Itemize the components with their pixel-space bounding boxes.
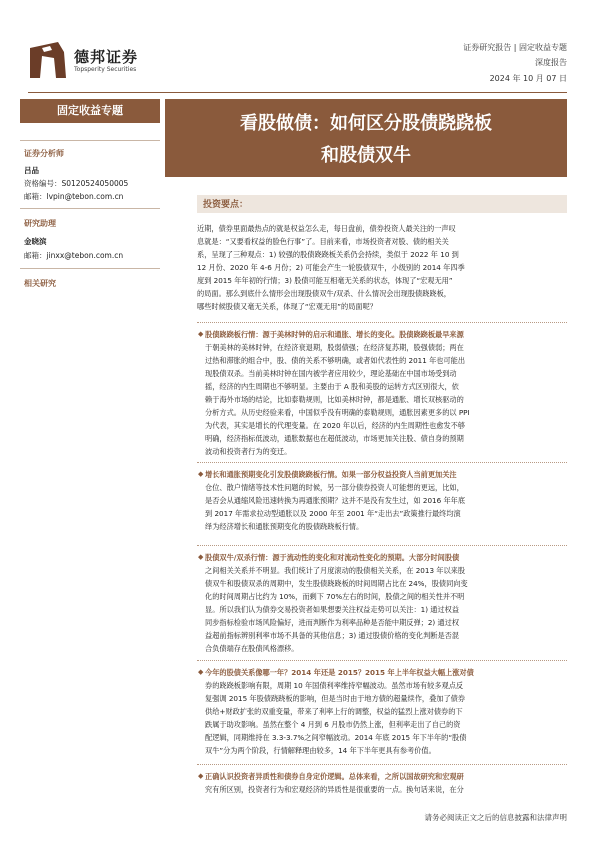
- sidebar-divider: [20, 140, 160, 141]
- dbong-logo-icon: [28, 40, 68, 80]
- text-line: 赖于海外市场的结论，比如泰勒规则，比如美林时钟，都是通胀、增长双核驱动的: [205, 395, 464, 404]
- text-line: 到 2017 年需求拉动型通胀以及 2000 年至 2001 年“走出去”政策推行最终均演: [205, 509, 461, 518]
- analyst-name: 吕品: [24, 166, 39, 175]
- report-subtype: 深度报告: [535, 58, 567, 67]
- report-type: 证券研究报告 | 固定收益专题: [463, 43, 567, 52]
- brand-english: Topsperity Securities: [74, 66, 137, 73]
- text-line: 过热和滞胀的组合中，股、债的关系不够明确，或者如代表性的 2011 年也可能出: [205, 356, 466, 365]
- text-line: 益超前指标辨别利率市场不具备的其他信息；3) 通过股债价格的变化判断是否混: [205, 631, 460, 640]
- paragraph-seesaw: [205, 328, 567, 458]
- bullet-icon: ◆: [198, 470, 204, 478]
- text-line: 之间相关关系并不明显。我们统计了月度滚动的股债相关关系，在 2013 年以来股: [205, 566, 466, 575]
- sidebar-divider: [20, 268, 160, 269]
- text-line: 显。所以我们认为债券交易投资者如果想要关注权益走势可以关注：1) 通过权益: [205, 605, 460, 614]
- text-line: 双牛”分为两个阶段，行情解释理由较多，14 年下半年更具有参考价值。: [205, 746, 436, 755]
- text-line: 复强调 2015 年股债跷跷板的影响，但是当时由于地方债的超量续作，叠加了债券: [205, 694, 466, 703]
- section-divider: [197, 322, 567, 323]
- section-divider: [197, 764, 567, 765]
- text-line: 股债跷跷板行情：源于美林时钟的启示和通胀、增长的变化。股债跷跷板最早来源: [205, 330, 464, 339]
- text-line: 系，呈现了三种观点：1) 较强的股债跷跷板关系仍会持续，类似于 2022 年 10 到: [197, 250, 459, 259]
- paragraph-growth-inflation: [205, 468, 567, 533]
- text-line: 配逻辑，同期维持在 3.3-3.7%之间窄幅波动。2014 年底 2015 年下半年的“股债: [205, 733, 467, 742]
- researcher-name: 金晓滨: [24, 237, 47, 246]
- text-line: 增长和通胀预期变化引发股债跷跷板行情。如果一部分权益投资人当前更加关注: [205, 470, 457, 479]
- text-line: 现股债双杀。当前美林时钟在国内被学者应用较少，理论基础在中国市场受到动: [205, 369, 457, 378]
- text-line: 供给+财政扩张的双重变量，带来了利率上行的调整，权益的猛烈上涨对债券的下: [205, 707, 463, 716]
- text-line: 是否会从通缩风险迅速转换为再通胀预期？这并不是没有发生过，如 2016 年年底: [205, 496, 466, 505]
- text-line: 分析方式。从历史经验来看，中国似乎没有明确的泰勒规则，通胀因素更多的以 PPI: [205, 408, 470, 417]
- page-title-line2: 和股债双牛: [321, 145, 411, 166]
- summary-heading: 投资要点：: [203, 200, 249, 210]
- section-divider: [197, 660, 567, 661]
- header-divider: [28, 92, 567, 93]
- intro-paragraph: [197, 222, 567, 313]
- paragraph-2014-2015: [205, 666, 567, 757]
- researcher-email[interactable]: 邮箱：jinxx@tebon.com.cn: [24, 251, 124, 260]
- analyst-heading: 证券分析师: [24, 149, 64, 158]
- text-line: 跌属于助攻影响。虽然在整个 4 月到 6 月股市仍然上涨，但利率走出了自己的资: [205, 720, 461, 729]
- paragraph-double-bull: [205, 551, 567, 655]
- text-line: 合负债端存在股债风格漂移。: [205, 644, 299, 653]
- text-line: 债双牛和股债双杀的周期中，发生股债跷跷板的时间周期占比在 24%，股债同向变: [205, 579, 468, 588]
- text-line: 股债双牛/双杀行情：源于流动性的变化和对流动性变化的预期。大部分时间股债: [205, 553, 460, 562]
- researcher-heading: 研究助理: [24, 219, 56, 228]
- text-line: 的局面。那么到底什么情形会出现股债双牛/双杀、什么情况会出现股债跷跷板，: [197, 289, 451, 298]
- text-line: 究有所区别，投资者行为和宏观经济的异质性是很重要的一点。换句话来说，在分: [205, 785, 464, 794]
- paragraph-heterogeneity: [205, 770, 567, 796]
- bullet-icon: ◆: [198, 772, 204, 780]
- sidebar-band-title: 固定收益专题: [20, 99, 160, 123]
- brand-name: 德邦证券: [74, 48, 139, 66]
- text-line: 近期，债券里面最热点的就是权益怎么走，每日盘前，债券投资人最关注的一声叹: [197, 224, 456, 233]
- section-divider: [197, 462, 567, 463]
- text-line: 为代表，其实是增长的代理变量。在 2020 年以后，经济的内生周期性也愈发不够: [205, 421, 466, 430]
- bullet-icon: ◆: [198, 330, 204, 338]
- title-band: [165, 99, 567, 177]
- report-date: 2024 年 10 月 07 日: [489, 74, 567, 83]
- sidebar-divider: [20, 208, 160, 209]
- text-line: 摇，经济的内生周期也不够明显。主要由于 A 股和美股的运转方式区别很大，依: [205, 382, 459, 391]
- text-line: 绎为经济增长和通胀预期变化的股债跷跷板行情。: [205, 522, 364, 531]
- text-line: 同步指标检验市场风险偏好，进而判断作为利率品种是否能中期反弹；2) 通过权: [205, 618, 460, 627]
- summary-heading-bar: [197, 195, 567, 213]
- page-title-line1: 看股做债：如何区分股债跷跷板: [240, 113, 492, 134]
- text-line: 12 月份、2020 年 4-6 月份；2) 可能会产生一轮股债双牛，小级别的 2014 年四季: [197, 263, 465, 272]
- text-line: 今年的股债关系像哪一年？2014 年还是 2015？2015 年上半年权益大幅上涨对债: [205, 668, 474, 677]
- text-line: 化的时间周期占比约为 10%，而剩下 70%左右的时间，股债之间的相关性并不明: [205, 592, 465, 601]
- section-divider: [197, 545, 567, 546]
- text-line: 哪些时候股债又毫无关系，体现了“宏观无用”的局面呢？: [197, 302, 377, 311]
- related-research-heading: 相关研究: [24, 279, 56, 288]
- bullet-icon: ◆: [198, 668, 204, 676]
- analyst-cert: 资格编号：S0120524050005: [24, 179, 129, 188]
- text-line: 于朝美林的美林时钟，在经济衰退期，股弱债强；在经济复苏期，股强债弱；两在: [205, 343, 464, 352]
- bullet-icon: ◆: [198, 553, 204, 561]
- text-line: 波动和投资者行为的变迁。: [205, 447, 292, 456]
- footer-disclaimer: 请务必阅读正文之后的信息披露和法律声明: [424, 813, 567, 822]
- text-line: 券的跷跷板影响有限，周期 10 年国债利率维持窄幅波动。虽然市场有较多观点反: [205, 681, 464, 690]
- text-line: 度到 2015 年年初的行情；3) 股债可能互相毫无关系的状态，体现了“宏观无用”: [197, 276, 453, 285]
- text-line: 正确认识投资者异质性和债券自身定价逻辑。总体来看，之所以国故研究和宏观研: [205, 772, 464, 781]
- text-line: 仓位、散户情绪等技术性问题的时候，另一部分债券投资人可能想的更远，比如，: [205, 483, 464, 492]
- text-line: 息就是：“又要看权益的脸色行事”了。目前来看，市场投资者对股、债的相关关: [197, 237, 449, 246]
- text-line: 明确，经济指标低波动，通胀数据也在超低波动，市场更加关注股、债自身的预期: [205, 434, 464, 443]
- analyst-email[interactable]: 邮箱：lvpin@tebon.com.cn: [24, 192, 124, 201]
